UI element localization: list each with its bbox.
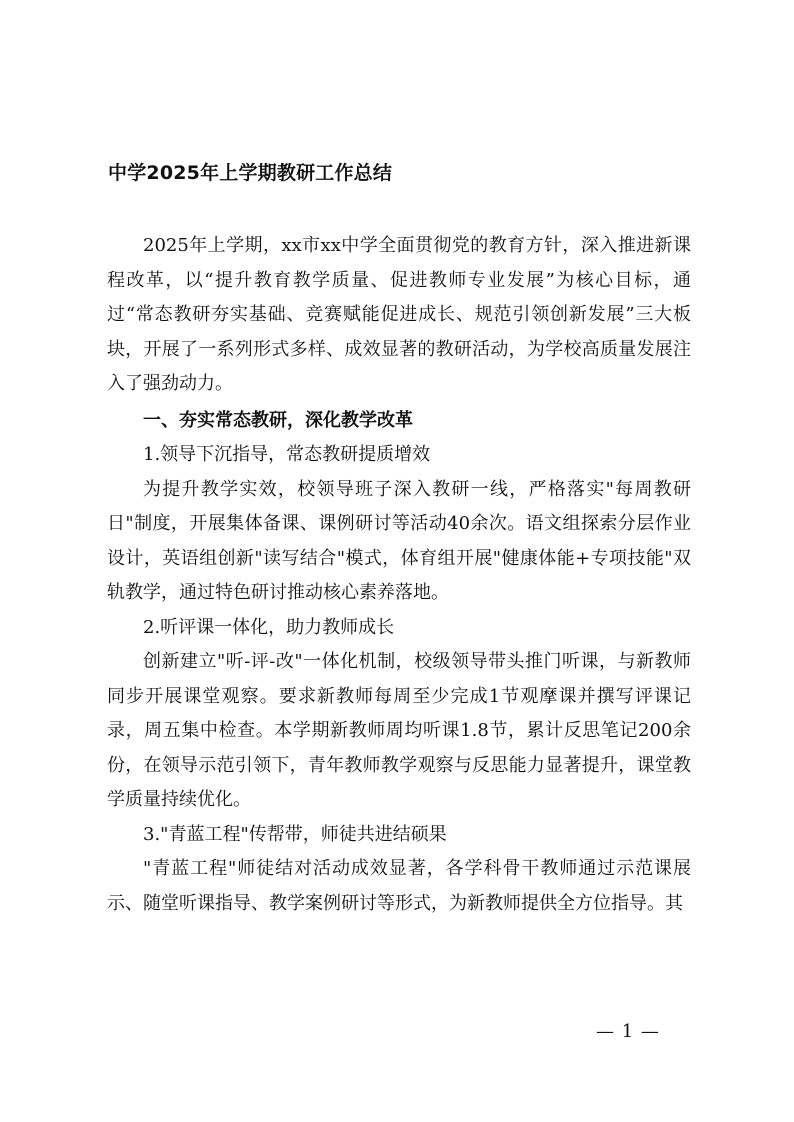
page-number: — 1 — <box>596 1021 660 1042</box>
document-body <box>107 229 691 921</box>
document-title: 中学2025年上学期教研工作总结 <box>108 162 393 184</box>
section-1-3-heading: 3."青蓝工程"传帮带，师徒共进结硕果 <box>143 823 447 845</box>
section-1-2-heading: 2.听评课一体化，助力教师成长 <box>143 616 395 638</box>
intro-paragraph: 2025年上学期，xx市xx中学全面贯彻党的教育方针，深入推进新课程改革，以“提升教育教学质量、促进教师专业发展”为核心目标，通过“常态教研夯实基础、竞赛赋能促进成长、规范引领创新发展”三大板块，开展了一系列形式多样、成效显著的教研活动，为学校高质量发展注入了强劲动力。 <box>107 235 691 394</box>
section-1-2-paragraph: 创新建立"听-评-改"一体化机制，校级领导带头推门听课，与新教师同步开展课堂观察。要求新教师每周至少完成1节观摩课并撰写评课记录，周五集中检查。本学期新教师周均听课1.8节，累计反思笔记200余份，在领导示范引领下，青年教师教学观察与反思能力显著提升，课堂教学质量持续优化。 <box>107 651 691 810</box>
section-1-1-paragraph: 为提升教学实效，校领导班子深入教研一线，严格落实"每周教研日"制度，开展集体备课、课例研讨等活动40余次。语文组探索分层作业设计，英语组创新"读写结合"模式，体育组开展"健康体能+专项技能"双轨教学，通过特色研讨推动核心素养落地。 <box>107 478 691 603</box>
section-1-heading: 一、夯实常态教研，深化教学改革 <box>143 409 413 431</box>
section-1-1-heading: 1.领导下沉指导，常态教研提质增效 <box>143 444 431 465</box>
section-1-3-paragraph: "青蓝工程"师徒结对活动成效显著，各学科骨干教师通过示范课展示、随堂听课指导、教学案例研讨等形式，为新教师提供全方位指导。其 <box>107 858 691 914</box>
